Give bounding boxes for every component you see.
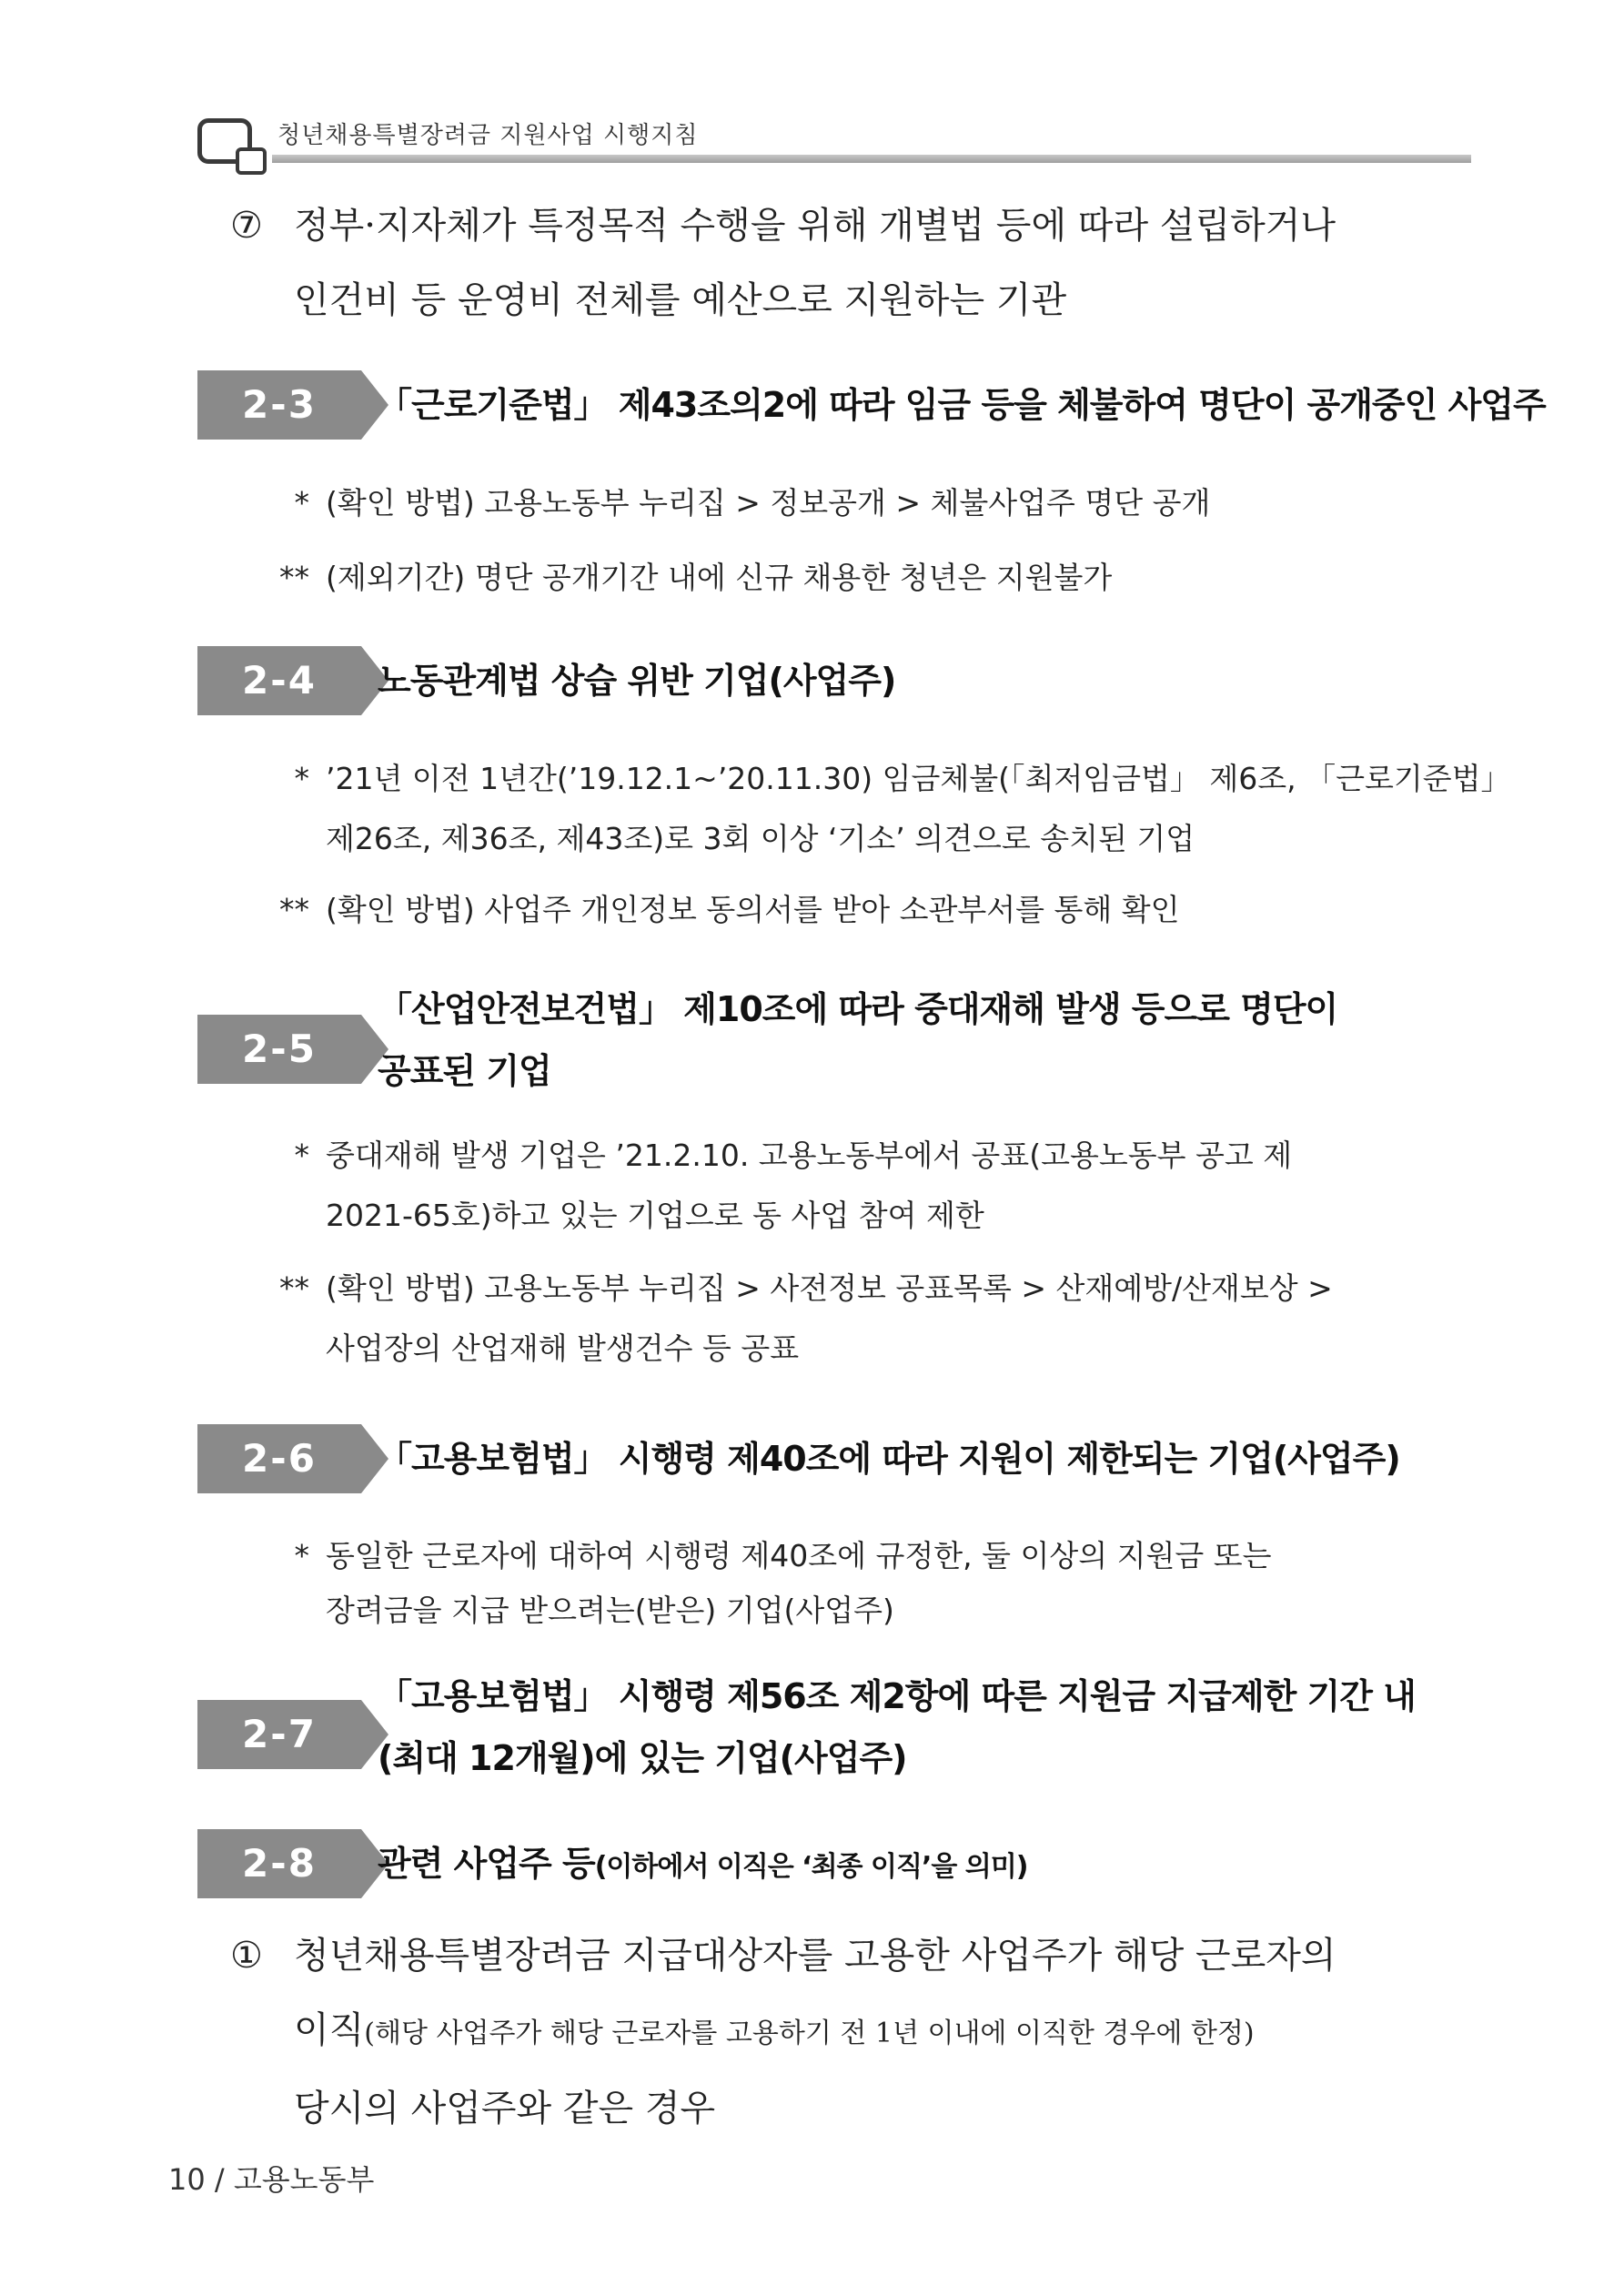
note-marker: *	[294, 761, 309, 796]
note-2-3-1: * (확인 방법) 고용노동부 누리집 > 정보공개 > 체불사업주 명단 공개	[273, 473, 1210, 533]
note-2-5-1: * 중대재해 발생 기업은 ’21.2.10. 고용노동부에서 공표(고용노동부 공고 제 2021-65호)하고 있는 기업으로 동 사업 참여 제한	[273, 1126, 1292, 1246]
note-2-6-1: * 동일한 근로자에 대하여 시행령 제40조에 규정한, 둘 이상의 지원금 또는 장려금을 지급 받으려는(받은) 기업(사업주)	[273, 1526, 1271, 1635]
note-marker: *	[294, 485, 309, 521]
item-7-line-1: 정부·지자체가 특정목적 수행을 위해 개별법 등에 따라 설립하거나	[294, 205, 1336, 247]
item-7-line-2: 인건비 등 운영비 전체를 예산으로 지원하는 기관	[294, 279, 1067, 321]
item-7	[230, 188, 1336, 338]
section-tag: 2-8	[197, 1829, 361, 1898]
note-2-3-2: ** (제외기간) 명단 공개기간 내에 신규 채용한 청년은 지원불가	[273, 548, 1112, 608]
section-tag: 2-4	[197, 646, 361, 715]
item-7-marker: ⑦	[230, 205, 263, 247]
header-logo-small-icon	[236, 147, 267, 175]
note-marker: *	[294, 1538, 309, 1573]
page-number: 10	[168, 2162, 206, 2197]
section-title: 「고용보험법」 시행령 제40조에 따라 지원이 제한되는 기업(사업주)	[378, 1439, 1400, 1479]
section-title: 「고용보험법」 시행령 제56조 제2항에 따른 지원금 지급제한 기간 내 (최대 12개월)에 있는 기업(사업주)	[378, 1676, 1416, 1778]
item-1-marker: ①	[230, 1935, 263, 1977]
header-rule	[272, 155, 1471, 163]
item-1: ① 청년채용특별장려금 지급대상자를 고용한 사업주가 해당 근로자의 이직(해당 사업주가 해당 근로자를 고용하기 전 1년 이내에 이직한 경우에 한정) 당시의 사업주와 같은 경우	[230, 1918, 1337, 2146]
section-tag: 2-7	[197, 1700, 361, 1769]
note-marker: **	[279, 1270, 309, 1306]
section-tag: 2-6	[197, 1424, 361, 1493]
section-title: 「산업안전보건법」 제10조에 따라 중대재해 발생 등으로 명단이 공표된 기업	[378, 989, 1338, 1091]
note-marker: **	[279, 892, 309, 927]
footer-org: 고용노동부	[233, 2162, 375, 2197]
note-marker: **	[279, 560, 309, 595]
note-2-5-2: ** (확인 방법) 고용노동부 누리집 > 사전정보 공표목록 > 산재예방/산재보상 > 사업장의 산업재해 발생건수 등 공표	[273, 1259, 1333, 1379]
section-title: 노동관계법 상습 위반 기업(사업주)	[378, 661, 896, 701]
section-title: 관련 사업주 등(이하에서 이직은 ‘최종 이직’을 의미)	[378, 1844, 1028, 1884]
page-footer	[168, 2157, 374, 2199]
footer-separator: /	[214, 2162, 225, 2197]
section-title: 「근로기준법」 제43조의2에 따라 임금 등을 체불하여 명단이 공개중인 사업주	[378, 385, 1546, 425]
note-2-4-2: ** (확인 방법) 사업주 개인정보 동의서를 받아 소관부서를 통해 확인	[273, 880, 1180, 940]
item-1-line-1: 청년채용특별장려금 지급대상자를 고용한 사업주가 해당 근로자의	[294, 1935, 1337, 1977]
section-tag: 2-3	[197, 370, 361, 440]
section-tag: 2-5	[197, 1015, 361, 1084]
item-1-line-3: 당시의 사업주와 같은 경우	[294, 2088, 716, 2129]
note-2-4-1: * ’21년 이전 1년간(’19.12.1~’20.11.30) 임금체불(「최저임금법」 제6조, 「근로기준법」 제26조, 제36조, 제43조)로 3회 이상 ‘기소’ 의견으로 송치된 기업	[273, 749, 1511, 869]
note-marker: *	[294, 1138, 309, 1173]
running-header	[197, 109, 1471, 182]
header-title: 청년채용특별장려금 지원사업 시행지침	[277, 122, 699, 149]
